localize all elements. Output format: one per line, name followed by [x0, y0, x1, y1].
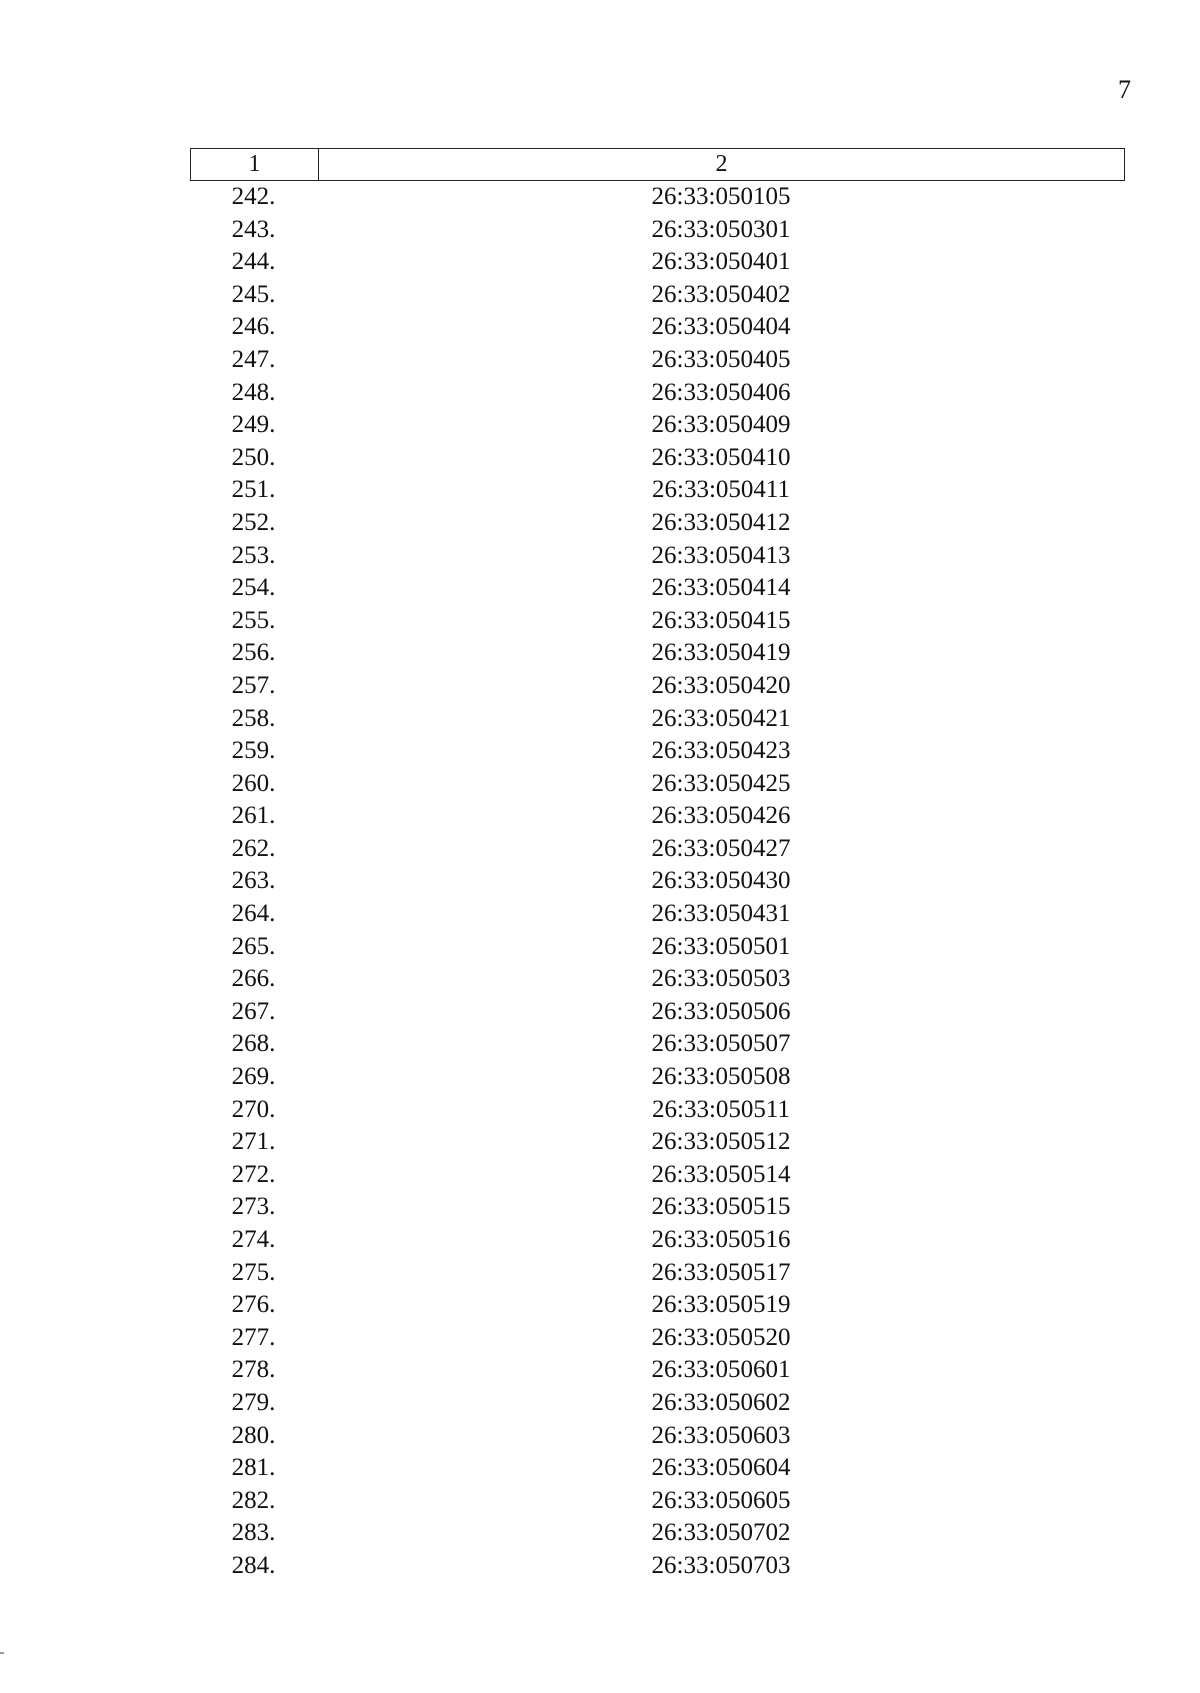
cadastral-number-cell: 26:33:050405 — [651, 345, 791, 373]
table-row — [190, 963, 1125, 996]
cadastral-number-cell: 26:33:050427 — [651, 834, 791, 862]
cadastral-number-cell: 26:33:050425 — [651, 769, 791, 797]
row-number-cell: 280. — [231, 1421, 276, 1449]
table-row — [190, 1257, 1125, 1290]
cadastral-number-cell: 26:33:050511 — [652, 1095, 790, 1123]
cadastral-number-cell: 26:33:050401 — [651, 248, 791, 276]
table-row — [190, 996, 1125, 1029]
row-number-cell: 269. — [231, 1063, 276, 1091]
table-row — [190, 181, 1125, 214]
table-row — [190, 1452, 1125, 1485]
cadastral-number-cell: 26:33:050413 — [651, 541, 791, 569]
table-row — [190, 246, 1125, 279]
row-number-cell: 274. — [231, 1226, 276, 1253]
row-number-cell: 247. — [231, 345, 276, 373]
cadastral-number-cell: 26:33:050508 — [651, 1063, 791, 1091]
table-row — [190, 1420, 1125, 1453]
cadastral-number-cell: 26:33:050409 — [651, 411, 791, 439]
row-number-cell: 246. — [231, 313, 276, 341]
table-row — [190, 1354, 1125, 1387]
cadastral-number-cell: 26:33:050503 — [651, 965, 791, 993]
row-number-cell: 260. — [231, 769, 276, 797]
table-row — [190, 1289, 1125, 1322]
row-number-cell: 255. — [231, 606, 276, 634]
row-number-cell: 257. — [231, 671, 276, 699]
cadastral-number-cell: 26:33:050301 — [651, 215, 791, 243]
cadastral-number-cell: 26:33:050703 — [651, 1551, 791, 1579]
cadastral-number-cell: 26:33:050406 — [651, 378, 791, 406]
row-number-cell: 279. — [231, 1388, 276, 1416]
table-row — [190, 833, 1125, 866]
row-number-cell: 270. — [231, 1095, 276, 1123]
row-number-cell: 266. — [231, 965, 276, 993]
table-row — [190, 735, 1125, 768]
cadastral-number-cell: 26:33:050501 — [651, 932, 791, 960]
cadastral-number-cell: 26:33:050507 — [651, 1030, 791, 1058]
row-number-cell: 258. — [231, 704, 276, 732]
column-header-1: 1 — [191, 149, 319, 180]
cadastral-number-cell: 26:33:050601 — [651, 1356, 791, 1384]
cadastral-number-cell: 26:33:050421 — [651, 704, 791, 732]
row-number-cell: 249. — [231, 411, 276, 439]
row-number-cell: 275. — [231, 1258, 276, 1286]
row-number-cell: 278. — [231, 1356, 276, 1384]
cadastral-number-cell: 26:33:050517 — [651, 1258, 791, 1286]
table-row — [190, 800, 1125, 833]
cadastral-table — [190, 148, 1125, 1583]
row-number-cell: 281. — [231, 1454, 276, 1482]
cadastral-number-cell: 26:33:050415 — [651, 606, 791, 634]
table-row — [190, 1159, 1125, 1192]
table-row — [190, 768, 1125, 801]
table-row — [190, 311, 1125, 344]
cadastral-number-cell: 26:33:050105 — [651, 183, 791, 210]
cadastral-number-cell: 26:33:050430 — [651, 867, 791, 895]
cadastral-number-cell: 26:33:050520 — [651, 1323, 791, 1351]
row-number-cell: 243. — [231, 215, 276, 243]
table-header-row — [190, 148, 1125, 181]
row-number-cell: 248. — [231, 378, 276, 406]
row-number-cell: 250. — [231, 443, 276, 471]
row-number-cell: 284. — [231, 1551, 276, 1579]
cadastral-number-cell: 26:33:050404 — [651, 313, 791, 341]
table-row — [190, 637, 1125, 670]
cadastral-number-cell: 26:33:050402 — [651, 280, 791, 308]
row-number-cell: 277. — [231, 1323, 276, 1351]
cadastral-number-cell: 26:33:050514 — [651, 1160, 791, 1188]
row-number-cell: 264. — [231, 900, 276, 928]
table-row — [190, 1094, 1125, 1127]
row-number-cell: 261. — [231, 802, 276, 830]
table-row — [190, 670, 1125, 703]
row-number-cell: 263. — [231, 867, 276, 895]
table-row — [190, 1322, 1125, 1355]
row-number-cell: 244. — [231, 248, 276, 276]
row-number-cell: 273. — [231, 1193, 276, 1221]
cadastral-number-cell: 26:33:050512 — [651, 1128, 791, 1156]
cadastral-number-cell: 26:33:050602 — [651, 1388, 791, 1416]
row-number-cell: 267. — [231, 997, 276, 1025]
cadastral-number-cell: 26:33:050603 — [651, 1421, 791, 1449]
cadastral-number-cell: 26:33:050506 — [651, 997, 791, 1025]
table-row — [190, 279, 1125, 312]
cadastral-number-cell: 26:33:050426 — [651, 802, 791, 830]
row-number-cell: 252. — [231, 508, 276, 536]
row-number-cell: 271. — [231, 1128, 276, 1156]
cadastral-number-cell: 26:33:050419 — [651, 639, 791, 667]
table-row — [190, 409, 1125, 442]
table-row — [190, 931, 1125, 964]
cadastral-number-cell: 26:33:050516 — [651, 1226, 791, 1253]
row-number-cell: 283. — [231, 1519, 276, 1547]
table-row — [190, 1224, 1125, 1257]
table-row — [190, 1191, 1125, 1224]
row-number-cell: 272. — [231, 1160, 276, 1188]
table-row — [190, 898, 1125, 931]
cadastral-number-cell: 26:33:050604 — [651, 1454, 791, 1482]
table-row — [190, 442, 1125, 475]
column-header-2: 2 — [715, 151, 728, 177]
row-number-cell: 282. — [231, 1486, 276, 1514]
table-row — [190, 572, 1125, 605]
row-number-cell: 251. — [231, 476, 276, 504]
table-row — [190, 865, 1125, 898]
row-number-cell: 268. — [231, 1030, 276, 1058]
table-row — [190, 474, 1125, 507]
cadastral-number-cell: 26:33:050519 — [651, 1291, 791, 1319]
cadastral-number-cell: 26:33:050420 — [651, 671, 791, 699]
table-row — [190, 1517, 1125, 1550]
table-row — [190, 1550, 1125, 1583]
table-row — [190, 1485, 1125, 1518]
row-number-cell: 265. — [231, 932, 276, 960]
row-number-cell: 242. — [231, 183, 276, 210]
table-body — [190, 181, 1125, 1583]
cadastral-number-cell: 26:33:050423 — [651, 737, 791, 765]
cadastral-number-cell: 26:33:050414 — [651, 574, 791, 602]
row-number-cell: 254. — [231, 574, 276, 602]
row-number-cell: 253. — [231, 541, 276, 569]
row-number-cell: 259. — [231, 737, 276, 765]
cadastral-number-cell: 26:33:050515 — [651, 1193, 791, 1221]
row-number-cell: 256. — [231, 639, 276, 667]
table-row — [190, 507, 1125, 540]
table-row — [190, 344, 1125, 377]
table-row — [190, 1126, 1125, 1159]
table-row — [190, 1028, 1125, 1061]
row-number-cell: 276. — [231, 1291, 276, 1319]
cadastral-number-cell: 26:33:050412 — [651, 508, 791, 536]
cadastral-number-cell: 26:33:050410 — [651, 443, 791, 471]
table-row — [190, 703, 1125, 736]
cadastral-number-cell: 26:33:050431 — [651, 900, 791, 928]
table-row — [190, 214, 1125, 247]
scan-edge-mark — [0, 1652, 4, 1654]
table-row — [190, 540, 1125, 573]
table-row — [190, 1061, 1125, 1094]
cadastral-number-cell: 26:33:050605 — [651, 1486, 791, 1514]
cadastral-number-cell: 26:33:050702 — [651, 1519, 791, 1547]
row-number-cell: 245. — [231, 280, 276, 308]
row-number-cell: 262. — [231, 834, 276, 862]
page-number: 7 — [1118, 75, 1131, 104]
table-row — [190, 605, 1125, 638]
table-row — [190, 377, 1125, 410]
table-row — [190, 1387, 1125, 1420]
cadastral-number-cell: 26:33:050411 — [652, 476, 790, 504]
